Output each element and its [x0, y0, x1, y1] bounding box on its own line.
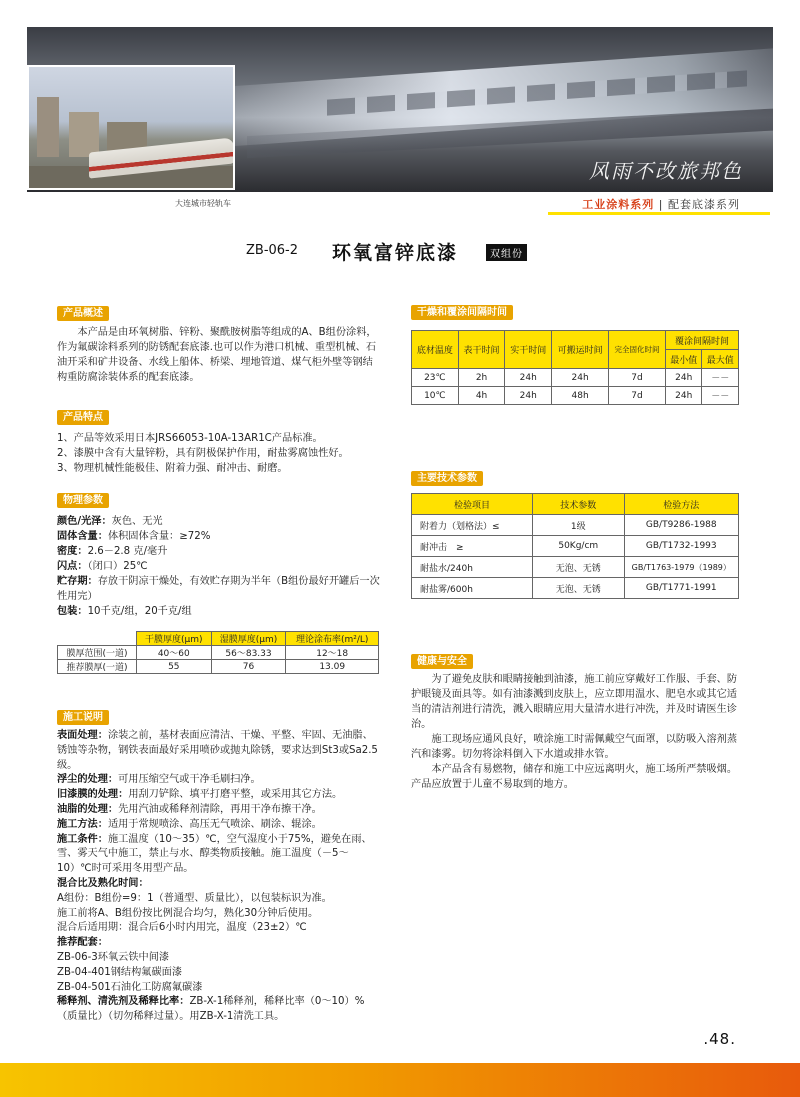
feature-item: 3、物理机械性能极佳、附着力强、耐冲击、耐磨。	[57, 463, 288, 474]
table-row: 23℃ 2h 24h 24h 7d 24h －－	[412, 369, 739, 387]
safety-text: 为了避免皮肤和眼睛接触到油漆，施工前应穿戴好工作服、手套、防护眼镜及面具等。如有油漆溅到皮肤上，应立即用温水、肥皂水或其它适当的清洁剂进行清洗，溅入眼睛应用大量清水进行冲洗，并及时请医生诊治。 施工现场应通风良好，喷涂施工时需佩戴空气面罩，以防吸入溶剂蒸汽和漆雾。切勿将涂料倒入下水道或排水管。 本产品含有易燃物，储存和施工中应远离明火，施工场所严禁吸烟。产品应放置于儿童不易取到的地方。	[411, 674, 738, 790]
component-tag: 双组份	[486, 244, 527, 261]
application-label: 施工说明	[57, 710, 109, 725]
series-breadcrumb	[582, 196, 740, 212]
light-rail-photo	[27, 65, 235, 190]
features-list	[57, 431, 387, 476]
feature-item: 1、产品等效采用日本JRS66053-10A-13AR1C产品标准。	[57, 433, 323, 444]
photo-caption: 大连城市轻轨车	[175, 199, 231, 208]
tech-label: 主要技术参数	[411, 471, 483, 486]
physical-label: 物理参数	[57, 493, 109, 508]
table-row: 膜厚范围(一道) 40～60 56～83.33 12～18	[58, 646, 379, 660]
footer-color-bar	[0, 1063, 800, 1097]
table-row: 耐盐雾/600h 无泡、无锈 GB/T1771-1991	[412, 578, 739, 599]
series-separator: |	[658, 198, 664, 211]
application-text: 表面处理：涂装之前，基材表面应清洁、干燥、平整、牢固、无油脂、锈蚀等杂物，钢铁表面最好采用喷砂或抛丸除锈，要求达到St3或Sa2.5级。 浮尘的处理：可用压缩空气或干净毛刷扫净。 旧漆膜的处理：用刮刀铲除、填平打磨平整，或采用其它方法。 油脂的处理：先用汽油或稀释剂清除，再用干净布擦干净。 施工方法：适用于常规喷涂、高压无气喷涂、刷涂、辊涂。 施工条件：施工温度（10～35）℃，空气湿度小于75%，避免在雨、雪、雾天气中施工，禁止与水、醇类物质接触。施工温度（－5～10）℃时可采用冬用型产品。 混合比及熟化时间： A组份：B组份=9：1（普通型、质量比），以包装标识为准。 施工前将A、B组份按比例混合均匀，熟化30分钟后使用。 混合后适用期：混合后6小时内用完，温度（23±2）℃ 推荐配套： ZB-06-3环氧云铁中间漆 ZB-04-401钢结构氟碳面漆 ZB-04-501石油化工防腐氟碳漆 稀释剂、清洗剂及稀释比率：ZB-X-1稀释剂，稀释比率（0～10）%（质量比）（切勿稀释过量）。用ZB-X-1清洗工具。	[57, 730, 378, 1023]
safety-label: 健康与安全	[411, 654, 473, 669]
tech-params-table: 检验项目 技术参数 检验方法 附着力（划格法）≤ 1级 GB/T9286-1988 耐冲击 ≥ 50Kg/cm GB/T1732-1993 耐盐水/240h 无泡、无锈 GB/T1763-1979（1989） 耐盐雾/600h 无泡、无锈 GB/T1771-1991	[411, 493, 739, 599]
table-row: 耐冲击 ≥ 50Kg/cm GB/T1732-1993	[412, 536, 739, 557]
drying-table: 底材温度 表干时间 实干时间 可搬运时间 完全固化时间 覆涂间隔时间 最小值 最大值 23℃ 2h 24h 24h 7d 24h －－ 10℃ 4h 24h 48h 7d 24h －－	[411, 330, 739, 405]
series-underline	[548, 212, 770, 215]
physical-params: 颜色/光泽：灰色、无光 固体含量：体积固体含量：≥72% 密度：2.6－2.8 克/毫升 闪点：（闭口）25℃ 贮存期：存放干阴凉干燥处，有效贮存期为半年（B组份最好开罐后一次性用完） 包装：10千克/组，20千克/组	[57, 516, 380, 617]
features-label: 产品特点	[57, 410, 109, 425]
table-row: 耐盐水/240h 无泡、无锈 GB/T1763-1979（1989）	[412, 557, 739, 578]
overview-text: 本产品是由环氧树脂、锌粉、聚酰胺树脂等组成的A、B组份涂料，作为氟碳涂料系列的防锈配套底漆.也可以作为港口机械、重型机械、石油开采和矿井设备、水线上船体、桥梁、埋地管道、煤气柜外壁等钢结构重防腐涂装体系的配套底漆。	[57, 327, 377, 383]
table-row: 附着力（划格法）≤ 1级 GB/T9286-1988	[412, 515, 739, 536]
table-row: 推荐膜厚(一道) 55 76 13.09	[58, 660, 379, 674]
banner-slogan: 风雨不改旅邦色	[589, 159, 743, 183]
overview-label: 产品概述	[57, 306, 109, 321]
feature-item: 2、漆膜中含有大量锌粉，具有阴极保护作用，耐盐雾腐蚀性好。	[57, 448, 349, 459]
series-primary: 工业涂料系列	[582, 198, 655, 211]
film-thickness-table: 干膜厚度(μm) 湿膜厚度(μm) 理论涂布率(m²/L) 膜厚范围(一道) 40～60 56～83.33 12～18 推荐膜厚(一道) 55 76 13.09	[57, 631, 379, 674]
table-row: 10℃ 4h 24h 48h 7d 24h －－	[412, 387, 739, 405]
page-number: .48.	[703, 1030, 736, 1048]
drying-label: 干燥和覆涂间隔时间	[411, 305, 513, 320]
product-code: ZB-06-2	[246, 243, 299, 258]
product-title: 环氧富锌底漆	[332, 242, 459, 264]
series-secondary: 配套底漆系列	[668, 198, 740, 211]
